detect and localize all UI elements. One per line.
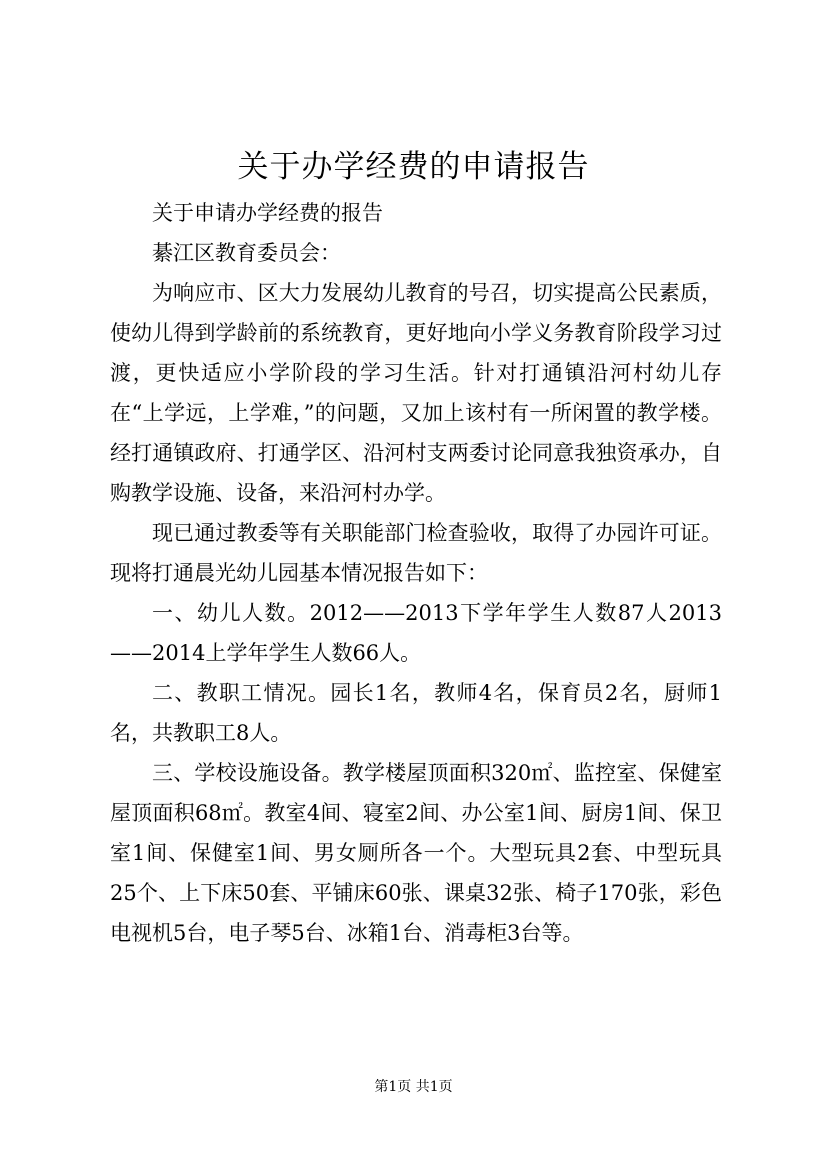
addressee-line: 綦江区教育委员会： [152,241,341,265]
paragraph-facilities: 三、学校设施设备。教学楼屋顶面积320㎡、监控室、保健室屋顶面积68㎡。教室4间、寝室2间、办公室1间、厨房1间、保卫室1间、保健室1间、男女厕所各一个。大型玩具2套、中型玩具25个、上下床50套、平铺床60张、课桌32张、椅子170张，彩色电视机5台，电子琴5台、冰箱1台、消毒柜3台等。 [110,761,722,945]
document-subtitle: 关于申请办学经费的报告 [152,201,383,225]
document-body [110,193,722,953]
page-footer: 第1页 共1页 [374,1079,453,1095]
paragraph-approval: 现已通过教委等有关职能部门检查验收，取得了办园许可证。现将打通晨光幼儿园基本情况报告如下： [110,521,722,585]
paragraph-staff: 二、教职工情况。园长1名，教师4名，保育员2名，厨师1名，共教职工8人。 [110,681,722,745]
paragraph-intro: 为响应市、区大力发展幼儿教育的号召，切实提高公民素质，使幼儿得到学龄前的系统教育，更好地向小学义务教育阶段学习过渡，更快适应小学阶段的学习生活。针对打通镇沿河村幼儿存在“上学远，上学难，”的问题，又加上该村有一所闲置的教学楼。经打通镇政府、打通学区、沿河村支两委讨论同意我独资承办，自购教学设施、设备，来沿河村办学。 [110,281,722,505]
paragraph-student-count: 一、幼儿人数。2012——2013下学年学生人数87人2013——2014上学年学生人数66人。 [110,601,722,665]
page-title: 关于办学经费的申请报告 [237,149,590,185]
